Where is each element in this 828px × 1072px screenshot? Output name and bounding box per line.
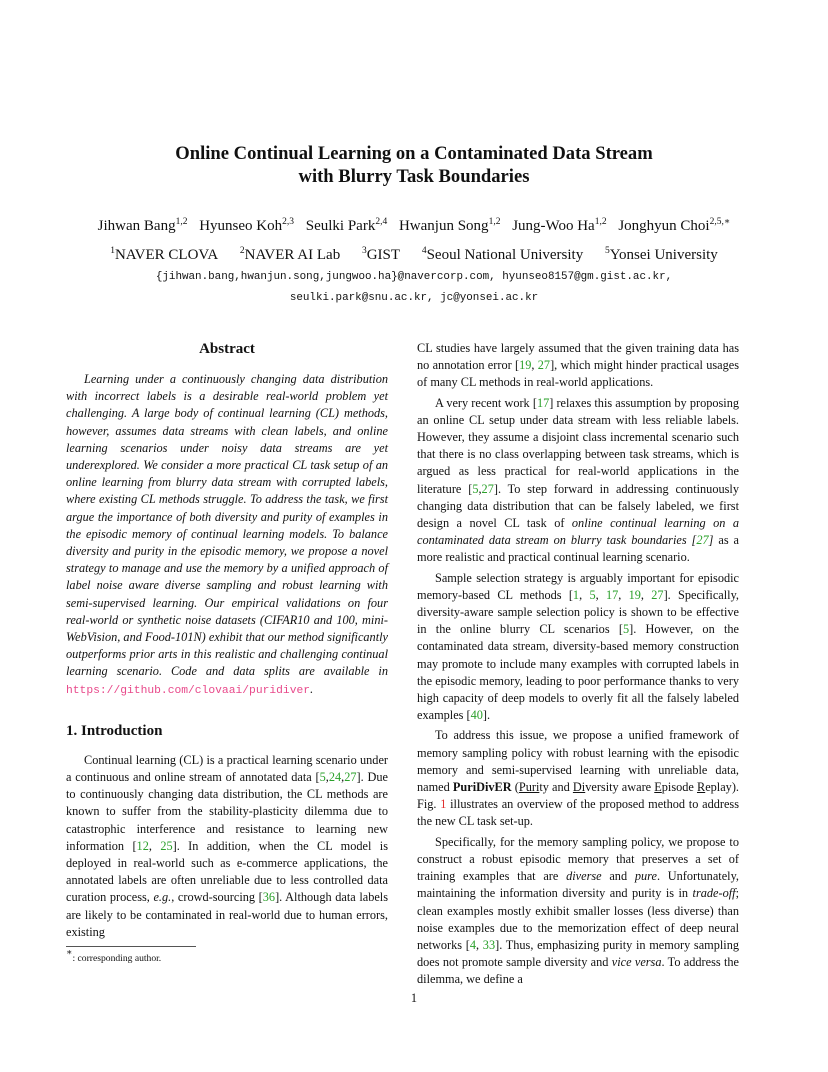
- author: Hyunseo Koh$^{2,3}$: [199, 217, 294, 234]
- left-column: [66, 340, 388, 944]
- citation-link[interactable]: 4: [469, 937, 477, 952]
- intro-paragraph-continued: CL studies have largely assumed that the given training data has no annotation error [19, 27], which might hinder practical usages of many CL methods in real-world applications.: [417, 341, 739, 390]
- citation-link[interactable]: 19: [519, 358, 532, 373]
- citation-link[interactable]: 40: [470, 708, 483, 723]
- citation-link[interactable]: 5: [589, 587, 596, 602]
- intro-paragraph: Continual learning (CL) is a practical learning scenario under a continuous and online stream of annotated data [5,24,27]. Due to continuously changing data distribution, the CL methods are known to suffer from the stability-plasticity dilemma due to catastrophic interference and resistance to learning new information [12, 25]. In addition, when the CL model is deployed in real-world such as e-commerce applications, the annotated labels are often unreliable due to less controlled data curation process, e.g., crowd-sourcing [36]. Although data labels are likely to be contaminated in real-world due to human errors, existing: [66, 752, 388, 939]
- figure-link[interactable]: 1: [440, 797, 447, 812]
- affiliation: $^3$GIST: [361, 246, 401, 263]
- author-list: [40, 216, 788, 236]
- author: Jonghyun Choi$^{2,5,∗}$: [618, 217, 731, 234]
- author: Seulki Park$^{2,4}$: [305, 217, 388, 234]
- email-line-1: {jihwan.bang,hwanjun.song,jungwoo.ha}@navercorp.com, hyunseo8157@gm.gist.ac.kr,: [155, 271, 673, 283]
- affiliation: $^2$NAVER AI Lab: [239, 246, 341, 263]
- abstract-heading: Abstract: [199, 341, 255, 357]
- author: Jihwan Bang$^{1,2}$: [97, 217, 188, 234]
- citation-link[interactable]: 27: [651, 587, 664, 602]
- title-line-1: Online Continual Learning on a Contaminated Data Stream: [175, 143, 653, 164]
- citation-link[interactable]: 27: [481, 481, 494, 496]
- page-number: 1: [410, 991, 418, 1005]
- intro-paragraph: To address this issue, we propose a unified framework of memory sampling policy with robust learning with the episodic memory and semi-supervised learning with unreliable data, named PuriDivER (Purity and Diversity aware Episode Replay). Fig. 1 illustrates an overview of the proposed method to address the new CL task set-up.: [417, 728, 740, 829]
- citation-link[interactable]: 36: [262, 890, 276, 905]
- email-line-2: seulki.park@snu.ac.kr, jc@yonsei.ac.kr: [289, 292, 539, 304]
- section-heading-introduction: 1. Introduction: [66, 722, 163, 739]
- footnote-divider: [66, 946, 196, 947]
- citation-link[interactable]: 1: [572, 587, 580, 602]
- citation-link[interactable]: 27: [537, 358, 551, 373]
- method-name: PuriDivER: [452, 780, 512, 795]
- citation-link[interactable]: 19: [628, 587, 641, 602]
- citation-link[interactable]: 25: [160, 838, 173, 853]
- intro-paragraph: A very recent work [17] relaxes this assumption by proposing an online CL setup under data stream with less reliable labels. However, they assume a disjoint class incremental scenario such that there is no class overlapping between task streams, which is argued as less practical for real-world applications in the literature [5,27]. To step forward in addressing continuously changing data distribution that can be falsely labeled, we first design a novel CL task of online continual learning on a contaminated data stream on blurry task boundaries [27] as a more realistic and practical continual learning scenario.: [417, 395, 740, 565]
- citation-link[interactable]: 17: [605, 587, 619, 602]
- paper-title: [60, 142, 768, 188]
- affiliation-list: [40, 245, 788, 265]
- author: Jung-Woo Ha$^{1,2}$: [512, 217, 607, 234]
- affiliation: $^5$Yonsei University: [604, 246, 718, 263]
- citation-link[interactable]: 12: [136, 838, 149, 853]
- intro-paragraph: Specifically, for the memory sampling policy, we propose to construct a robust episodic memory that preserves a set of training examples that are diverse and pure. Unfortunately, maintaining the information diversity and purity is in trade-off; clean examples mostly exhibit smaller losses (less diverse) than noise examples due to the memorization effect of deep neural networks [4, 33]. Thus, emphasizing purity in memory sampling does not promote sample diversity and vice versa. To address the dilemma, we define a: [417, 834, 740, 987]
- author: Hwanjun Song$^{1,2}$: [398, 217, 501, 234]
- author-emails: [40, 267, 788, 309]
- citation-link[interactable]: 27: [696, 533, 709, 548]
- citation-link[interactable]: 27: [344, 770, 357, 785]
- citation-link[interactable]: 5: [319, 770, 326, 785]
- citation-link[interactable]: 5: [472, 481, 479, 496]
- abstract-body: Learning under a continuously changing data distribution with incorrect labels is a desirable real-world problem yet challenging. A large body of continual learning (CL) methods, however, assumes data streams with clean labels, and online learning scenarios under noisy data streams are yet underexplored. We consider a more practical CL task setup of an online learning from blurry data stream with corrupted labels, where existing CL methods struggle. To address the task, we first argue the importance of both diversity and purity of examples in the episodic memory of continual learning models. To balance diversity and purity in the episodic memory, we propose a novel strategy to manage and use the memory by a unified approach of label noise aware diverse sampling and robust learning with semi-supervised learning. Our empirical validations on four real-world or synthetic noise datasets (CIFAR10 and 100, mini-WebVision, and Food-101N) exhibit that our method significantly outperforms prior arts in this realistic and challenging continual learning scenario. Code and data splits are available in https://github.com/clovaai/puridiver.: [66, 372, 388, 697]
- right-column: [417, 340, 739, 992]
- intro-paragraph: Sample selection strategy is arguably important for episodic memory-based CL methods [1, 5, 17, 19, 27]. Specifically, diversity-aware sample selection policy is shown to be effective in the online blurry CL scenarios [5]. However, on the contaminated data stream, diversity-based memory construction may promote to include many examples with corrupted labels in the episodic memory, leading to poor performance thanks to very high capacity of deep models to overly fit all the falsely labeled examples [40].: [417, 570, 740, 723]
- citation-link[interactable]: 24: [328, 770, 342, 785]
- citation-link[interactable]: 5: [622, 622, 630, 637]
- affiliation: $^1$NAVER CLOVA: [110, 246, 219, 263]
- citation-link[interactable]: 33: [482, 937, 496, 952]
- affiliation: $^4$Seoul National University: [421, 246, 584, 263]
- footnote: ∗: corresponding author.: [66, 948, 162, 964]
- citation-link[interactable]: 17: [536, 395, 550, 410]
- code-link[interactable]: https://github.com/clovaai/puridiver: [66, 684, 311, 697]
- title-line-2: with Blurry Task Boundaries: [298, 166, 530, 187]
